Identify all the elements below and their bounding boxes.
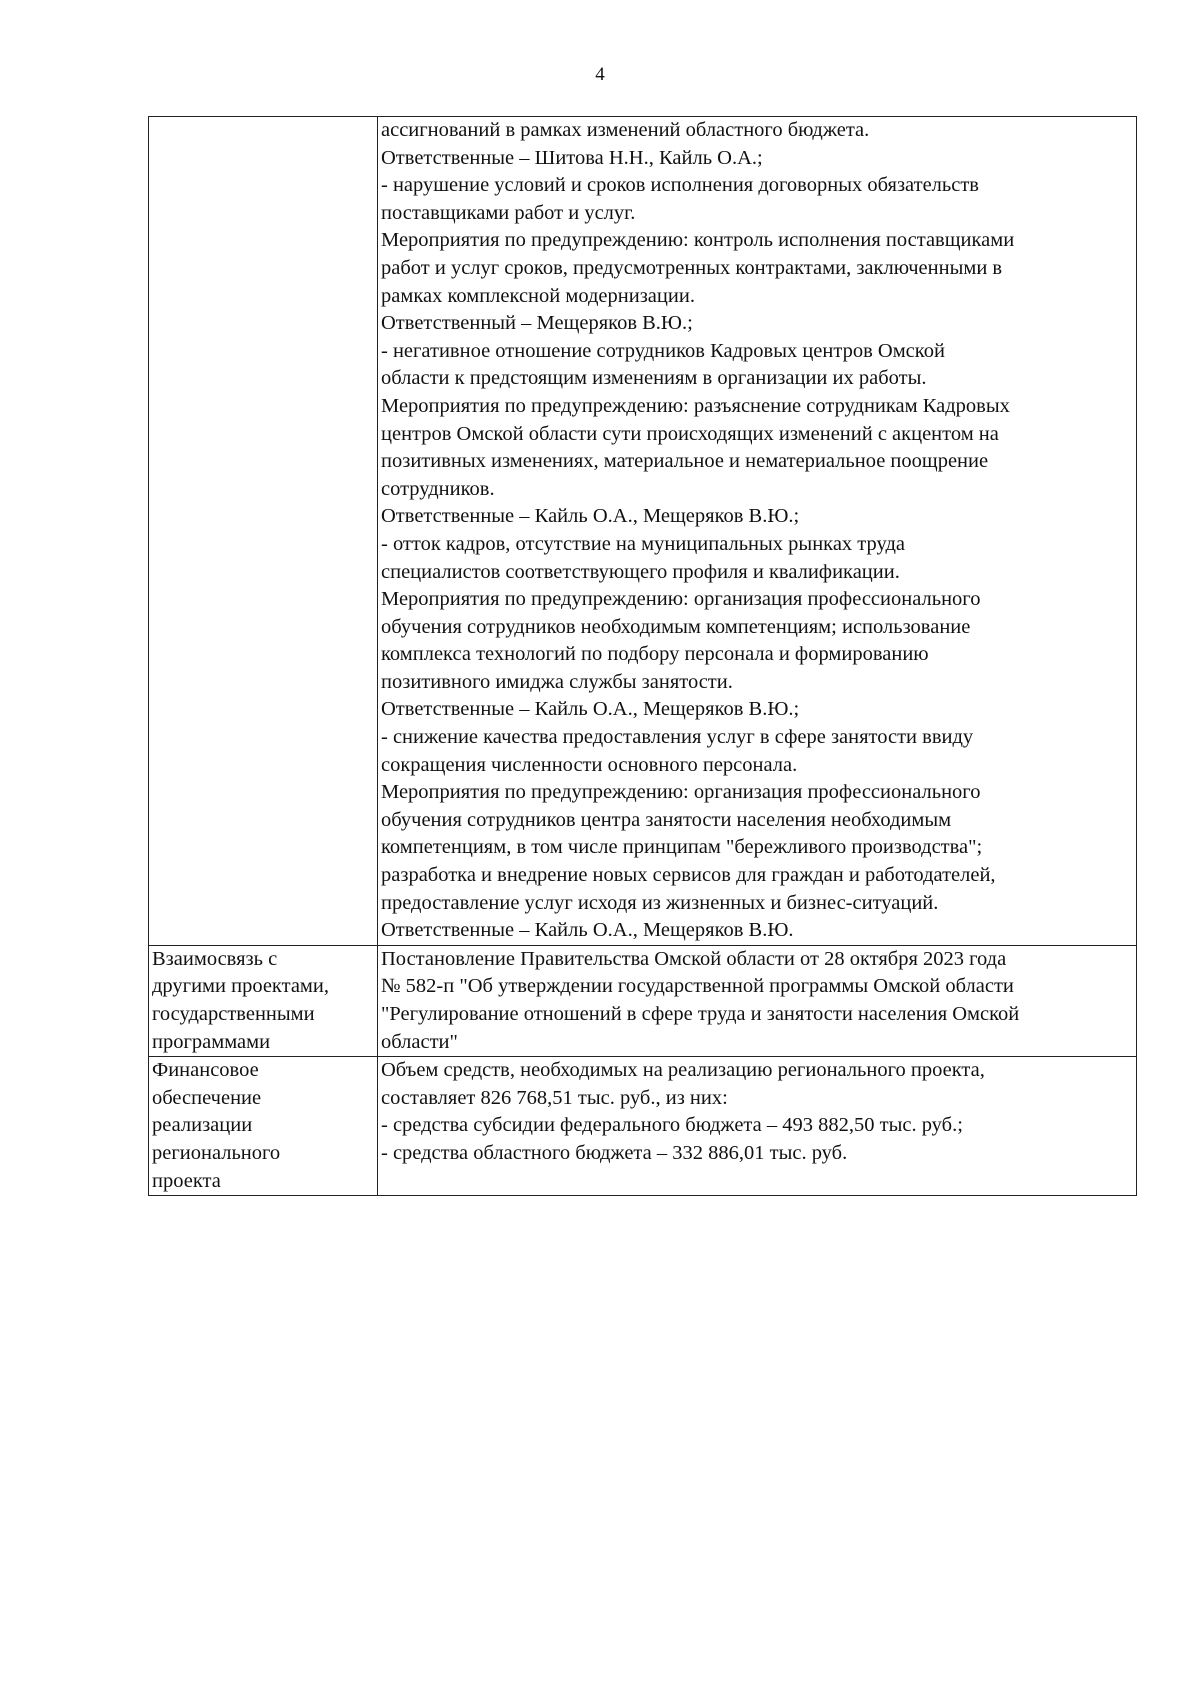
content-line: - средства субсидии федерального бюджета – 493 882,50 тыс. руб.; bbox=[381, 1114, 963, 1137]
row-label-cell bbox=[149, 1057, 378, 1196]
label-line: регионального bbox=[152, 1141, 281, 1164]
content-line: позитивного имиджа службы занятости. bbox=[381, 670, 733, 693]
content-line: обучения сотрудников центра занятости населения необходимым bbox=[381, 808, 952, 831]
content-line: сотрудников. bbox=[381, 477, 495, 500]
row-content-cell bbox=[378, 117, 1137, 946]
row-content-cell bbox=[378, 1057, 1137, 1196]
content-line: "Регулирование отношений в сфере труда и занятости населения Омской bbox=[381, 1003, 1020, 1025]
table-row-interrelation bbox=[149, 945, 1137, 1056]
content-line: рамках комплексной модернизации. bbox=[381, 284, 695, 307]
content-line: - снижение качества предоставления услуг в сфере занятости ввиду bbox=[381, 726, 974, 749]
content-line: Объем средств, необходимых на реализацию регионального проекта, bbox=[381, 1059, 985, 1082]
content-line: позитивных изменениях, материальное и нематериальное поощрение bbox=[381, 450, 989, 473]
content-line: Постановление Правительства Омской области от 28 октября 2023 года bbox=[381, 947, 1007, 970]
content-line: работ и услуг сроков, предусмотренных контрактами, заключенными в bbox=[381, 256, 1003, 279]
content-line: - нарушение условий и сроков исполнения договорных обязательств bbox=[381, 174, 979, 197]
label-line: программами bbox=[152, 1030, 271, 1053]
content-line: - негативное отношение сотрудников Кадровых центров Омской bbox=[381, 339, 945, 362]
table-row-risks bbox=[149, 117, 1137, 946]
table-body bbox=[149, 117, 1137, 1196]
row-label-cell bbox=[149, 117, 378, 946]
content-line: области к предстоящим изменениям в организации их работы. bbox=[381, 367, 927, 390]
label-line: государственными bbox=[152, 1003, 315, 1025]
content-line: Мероприятия по предупреждению: организация профессионального bbox=[381, 588, 981, 611]
content-line: Мероприятия по предупреждению: разъяснение сотрудникам Кадровых bbox=[381, 394, 1010, 417]
label-line: реализации bbox=[152, 1114, 253, 1137]
label-line: обеспечение bbox=[152, 1086, 262, 1109]
page-number: 4 bbox=[595, 64, 605, 85]
content-line: сокращения численности основного персонала. bbox=[381, 753, 798, 776]
content-line: разработка и внедрение новых сервисов для граждан и работодателей, bbox=[381, 864, 996, 887]
content-line: Мероприятия по предупреждению: контроль исполнения поставщиками bbox=[381, 229, 1015, 252]
label-line: Взаимосвязь с bbox=[152, 947, 278, 970]
content-line: ассигнований в рамках изменений областного бюджета. bbox=[381, 119, 870, 141]
row-label-cell bbox=[149, 945, 378, 1056]
table-row-financing bbox=[149, 1057, 1137, 1196]
content-line: - отток кадров, отсутствие на муниципальных рынках труда bbox=[381, 532, 905, 555]
cell-bottom-spacer bbox=[381, 1168, 1134, 1172]
content-line: - средства областного бюджета – 332 886,01 тыс. руб. bbox=[381, 1141, 848, 1164]
content-line: составляет 826 768,51 тыс. руб., из них: bbox=[381, 1086, 728, 1109]
content-line: области" bbox=[381, 1030, 458, 1053]
label-line: проекта bbox=[152, 1169, 221, 1192]
content-line: № 582-п "Об утверждении государственной программы Омской области bbox=[381, 975, 1014, 998]
content-line: Ответственные – Кайль О.А., Мещеряков В.Ю.; bbox=[381, 505, 800, 528]
content-line: Ответственные – Кайль О.А., Мещеряков В.Ю. bbox=[381, 919, 794, 942]
content-line: обучения сотрудников необходимым компетенциям; использование bbox=[381, 615, 971, 638]
content-line: центров Омской области сути происходящих изменений с акцентом на bbox=[381, 422, 999, 445]
content-line: Ответственный – Мещеряков В.Ю.; bbox=[381, 312, 693, 335]
project-passport-table bbox=[148, 116, 1137, 1196]
row-content-cell bbox=[378, 945, 1137, 1056]
label-line: Финансовое bbox=[152, 1059, 259, 1082]
label-line: другими проектами, bbox=[152, 975, 329, 998]
content-line: комплекса технологий по подбору персонала и формированию bbox=[381, 643, 929, 666]
content-line: поставщиками работ и услуг. bbox=[381, 201, 636, 224]
content-line: Ответственные – Кайль О.А., Мещеряков В.Ю.; bbox=[381, 698, 800, 721]
content-line: Мероприятия по предупреждению: организация профессионального bbox=[381, 781, 981, 804]
content-line: компетенциям, в том числе принципам "бережливого производства"; bbox=[381, 836, 983, 859]
content-line: Ответственные – Шитова Н.Н., Кайль О.А.; bbox=[381, 146, 763, 169]
content-line: специалистов соответствующего профиля и квалификации. bbox=[381, 560, 900, 583]
content-line: предоставление услуг исходя из жизненных и бизнес-ситуаций. bbox=[381, 891, 939, 914]
